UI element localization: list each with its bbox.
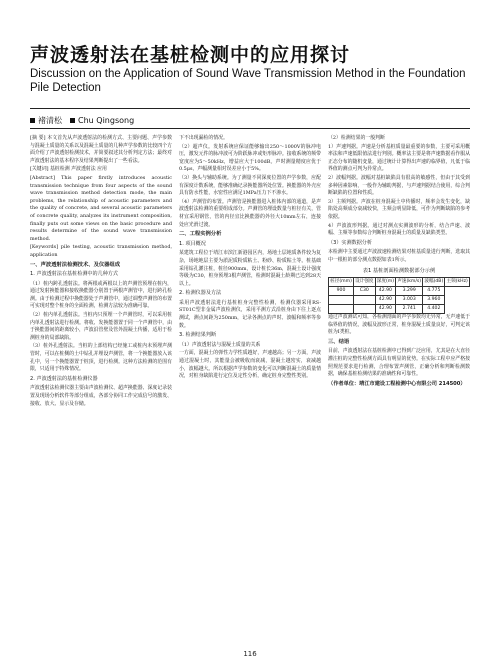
table-header-cell: 深度(m): [375, 278, 395, 287]
body-paragraph: 目前，声波透射法在基桩检测中已得到广泛应用，尤其是在大直径灌注桩的完整性检测方面具有明显的优势。在实际工程中应严格按照规范要求进行检测，合理布置声测管，正确分析和判断检测数据，确保基桩检测结果的准确性和可靠性。: [328, 348, 470, 378]
body-paragraph: [Keywords] pile testing, acoustic transmission method, application: [30, 244, 172, 258]
table-cell: [354, 296, 376, 305]
body-paragraph: （2）超声仪。发射系统应保证能够输出250～1000V的脉冲电压，激发元件的脉冲波可为阶跃脉冲或矩形脉冲。接收系统的频带宽度应为5～50kHz，增益应大于100dB。声时测量精度应优于0.5μs，声幅测量相对误差应小于5%。: [179, 143, 321, 173]
body-paragraph: 声波透射法检测仪器主要由声波检测仪、超声换能器、深度记录装置及现场分析软件等部分组成，各部分协同工作完成信号的激发、接收、放大、显示及存储。: [30, 385, 172, 407]
table-cell: [329, 296, 354, 305]
table-caption: 表1 基桩剖面检测数据部分示例: [362, 267, 436, 274]
table-cell: 4.775: [423, 287, 445, 296]
body-paragraph: （3）换头与辅助系统。为了测量不同深度位置的声学参数，应配有深度计数系统，能够准确记录换能器所处位置。换能器的外壳应具有防水性能，水密性应满足1MPa压力下不渗水。: [179, 174, 321, 197]
body-paragraph: 2）波幅判据。波幅对基桩缺陷具有很高的敏感性，但由于其受到多种因素影响，一般作为辅助判据，与声速判据结合使用，综合判断缺陷的位置和性质。: [328, 174, 470, 197]
table-header-cell: 声速(km/s): [396, 278, 423, 287]
body-paragraph: [关键词] 基桩检测 声波透射法 应用: [30, 166, 107, 173]
data-table: [328, 277, 470, 314]
body-paragraph: （2）检测结果的一般判断: [328, 135, 385, 141]
table-header-cell: 桩径(mm): [329, 278, 354, 287]
body-paragraph: 通过声波测试可知，各检测剖面的声学参数均无异常，无声速低于临界值的情况，波幅及波形正常，桩身混凝土质量良好，可判定该桩为Ⅰ类桩。: [328, 314, 470, 336]
body-paragraph: （2）桩内单孔透射法。当桩内只预埋一个声测管时，可以采用桩内单孔透射法进行检测。将收、发换能器置于同一个声测管中，由于换能器间的距离较小，声波沿管壁及管外混凝土传播，适用于检测桩身的局部缺陷。: [30, 312, 172, 341]
section-heading: 一、声波透射法检测技术、及仪器组成: [30, 261, 121, 268]
table-cell: 42.90: [375, 296, 395, 305]
article-title: 声波透射法在基桩检测中的应用探讨: [30, 44, 351, 66]
subsection-heading: 2. 检测仪器及方法: [179, 290, 222, 297]
subsection-heading: 1. 声波透射法在基桩检测中的几种方式: [30, 271, 118, 278]
body-paragraph: （4）声测管的布置。声测管是换能器进入桩体内部的通道，是声波透射法检测的重要组成部分。声测管的埋设数量与桩径有关，管材宜采用钢管，管的内径宜比换能器的外径大10mm左右，连接处应光滑过渡。: [179, 198, 321, 228]
square-bullet-icon: [30, 118, 35, 123]
header-divider: [30, 108, 470, 109]
body-paragraph: [摘 要] 本文首先从声波透射法的检测方式、主要问题、声学参数与混凝土质量的关系以及混凝土质量的几种声学参数的比较四个方面介绍了声波透射检测技术，并简要叙述其分析判定方法；最终对声波透射法的基本程序及结果判断提出了一些看法。: [30, 135, 172, 164]
table-cell: 42.90: [375, 287, 395, 296]
table-cell: 3.960: [423, 296, 445, 305]
section-heading: 二、工程实例分析: [179, 231, 222, 238]
column-3: [328, 135, 470, 388]
author-en: Chu Qingsong: [70, 116, 134, 125]
table-header-cell: 设计强度: [354, 278, 376, 287]
page-number: 116: [243, 650, 257, 658]
square-bullet-icon: [70, 118, 75, 123]
subsection-heading: 2. 声波透射法的基桩检测仪器: [30, 375, 98, 382]
table-cell: 3.003: [396, 296, 423, 305]
body-paragraph: 4）声波波形判据。通过对测点实测波形的分析，结合声速、波幅、主频等参数综合判断桩身混凝土的质量及缺陷类型。: [328, 222, 470, 237]
table-row: [329, 305, 470, 314]
table-cell: 4.402: [423, 305, 445, 314]
body-paragraph: 某建筑工程位于靖江市滨江新港园区内，场地土层地质条件较为复杂，场地地层主要为淤泥质粉质粘土、粉砂、粉质粘土等。桩基础采用钻孔灌注桩，桩径900mm，设计桩长36m，混凝土设计强度等级为C30，桩身预埋3根声测管，检测时混凝土龄期已达到28天以上。: [179, 250, 321, 287]
author-divider: [30, 128, 470, 129]
table-cell: [354, 305, 376, 314]
subsection-heading: 1. 项目概况: [179, 240, 206, 247]
body-paragraph: 一方面，混凝土的弹性力学性质越好，声速越高；另一方面，声波通过混凝土时，其能量会被吸收而衰减，混凝土越密实，衰减越小，波幅越大。所以根据声学参数的变化可以判断混凝土的质量情况，对桩身缺陷进行定位及定性分析，确定桩身完整性类别。: [179, 350, 321, 380]
table-cell: [329, 305, 354, 314]
table-header-cell: 波幅(dB): [423, 278, 445, 287]
author-affiliation: （作者单位：靖江市建设工程检测中心有限公司 214500）: [328, 380, 466, 387]
table-row: [329, 296, 470, 305]
body-paragraph: 下不出现漏检的情况。: [179, 135, 228, 141]
column-1: [30, 135, 172, 409]
table-cell: C30: [354, 287, 376, 296]
body-paragraph: 1）声速判据。声速是分析基桩质量最重要的参数，主要可采用概率法和声速低限值法进行判别。概率法主要是将声速数据看作服从正态分布的随机变量，通过统计计算得出声速的临界值，凡低于临界值的测点可判为异常点。: [328, 143, 470, 173]
author-cn: 褚清松: [30, 115, 62, 126]
table-cell: 2.741: [396, 305, 423, 314]
table-row: [329, 287, 470, 296]
body-paragraph: （3）桩外孔透射法。当桩的上部结构已经施工或桩内未预埋声测管时，可以在桩侧的土中钻孔并埋设声测管，将一个换能器放入该孔中，另一个换能器置于桩顶，进行检测。这种方法检测的范围有限，只适用于特殊情况。: [30, 343, 172, 373]
column-2: [179, 135, 321, 382]
table-cell: 42.90: [375, 305, 395, 314]
body-paragraph: 采用声波透射法进行基桩桩身完整性检测，检测仪器采用RS-ST01C型非金属声波检测仪，采用平测方式沿桩身由下往上逐点测试，测点间距为250mm，记录各测点的声时、波幅和频率等参数。: [179, 299, 321, 329]
article-title-english: Discussion on the Application of Sound Wave Transmission Method in the Foundation Pile Detection: [30, 68, 466, 94]
author-line: [30, 115, 134, 126]
data-table-block: [328, 268, 470, 315]
subsection-heading: （3）实测数据分析: [328, 239, 372, 246]
section-heading: 三、结语: [328, 338, 350, 345]
table-cell: 3.299: [396, 287, 423, 296]
body-paragraph: 本检测中主要通过声波波速检测结果对桩基质量进行判断，选取其中一根桩的部分测点数据如表1所示。: [328, 249, 470, 263]
body-paragraph: （1）桩内跨孔透射法。将两根或两根以上的声测管预埋在桩内，通过发射换能器和接收换能器分别置于两根声测管中，进行跨孔检测。由于检测过程中换能器处于声测管中，通过调整声测管的布置可实现对整个桩身的全面检测，检测方法较为准确可靠。: [30, 280, 172, 310]
subsection-heading: 3. 检测结果判断: [179, 332, 217, 339]
table-header-cell: 主频(kHz): [445, 278, 470, 287]
body-paragraph: 3）主频判据。声波在桩身混凝土中传播时，频率会发生变化，缺陷处高频成分衰减较快，主频会明显降低，可作为判断缺陷的参考依据。: [328, 198, 470, 220]
body-paragraph: （1）声波透射法与混凝土质量的关系: [179, 341, 261, 348]
table-cell: 900: [329, 287, 354, 296]
body-paragraph: [Abstract] This paper firstly introduces acoustic transmission technique from four aspects of the sound wave transmission method detection mode, the main problems, the relationship of acoustic parameters and the quality of concrete, and several acoustic parameters of concrete quality, analyzes its instrument composition, finally puts out some views on the basic procedure and results determine of the sound wave transmission method.: [30, 174, 172, 242]
